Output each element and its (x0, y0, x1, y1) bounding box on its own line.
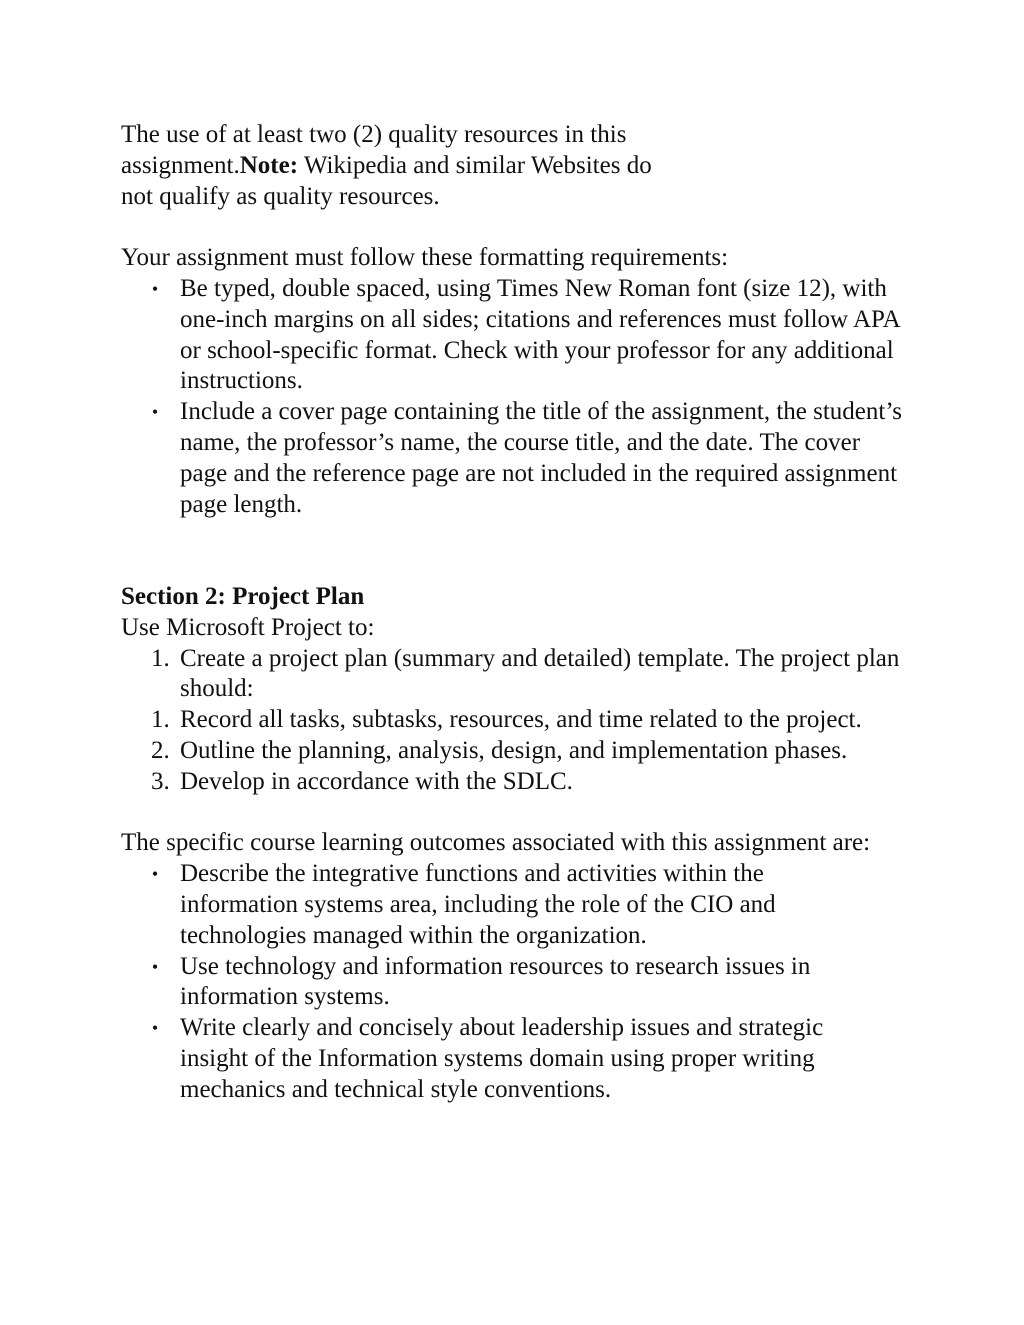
bullet-icon: • (151, 1018, 159, 1039)
item-number: 1. (151, 706, 170, 734)
bullet-icon: • (151, 402, 159, 423)
item-number: 3. (151, 767, 170, 795)
note-label: Note: (239, 151, 299, 179)
section-intro: Use Microsoft Project to: (121, 613, 375, 641)
list-item: 2. Outline the planning, analysis, design, and implementation phases. (121, 736, 911, 767)
list-item: • Write clearly and concisely about leadership issues and strategic insight of the Information systems domain using proper writing mechanics and technical style conventions. (121, 1013, 881, 1105)
document-page (121, 120, 921, 1106)
list-item: 1. Record all tasks, subtasks, resources, and time related to the project. (121, 705, 911, 736)
project-plan-list (121, 644, 911, 798)
bullet-icon: • (151, 278, 159, 299)
outcomes-list (121, 859, 881, 1105)
list-item: • Be typed, double spaced, using Times New Roman font (size 12), with one-inch margins on all sides; citations and references must follow APA or school-specific format. Check with your professor for any additional instructions. (121, 274, 911, 397)
list-item: 3. Develop in accordance with the SDLC. (121, 767, 911, 798)
note-text: Wikipedia and similar Websites do not qualify as quality resources. (121, 151, 652, 210)
intro-text: The use of at least two (2) quality resources in this assignment. (121, 121, 627, 179)
item-number: 2. (151, 736, 170, 764)
formatting-heading: Your assignment must follow these formatting requirements: (121, 244, 729, 272)
list-item: • Describe the integrative functions and activities within the information systems area, including the role of the CIO and technologies managed within the organization. (121, 859, 881, 951)
formatting-list (121, 274, 911, 520)
bullet-icon: • (151, 864, 159, 885)
list-item: 1. Create a project plan (summary and detailed) template. The project plan should: (151, 644, 900, 703)
outcomes-heading: The specific course learning outcomes associated with this assignment are: (121, 829, 871, 857)
item-number: 1. (151, 644, 170, 672)
list-item: • Use technology and information resources to research issues in information systems. (121, 952, 881, 1014)
bullet-icon: • (151, 956, 159, 977)
intro-paragraph (121, 120, 681, 212)
list-item: • Include a cover page containing the title of the assignment, the student’s name, the professor’s name, the course title, and the date. The cover page and the reference page are not included in the required assignment page length. (121, 397, 911, 520)
section-title: Section 2: Project Plan (121, 582, 365, 610)
